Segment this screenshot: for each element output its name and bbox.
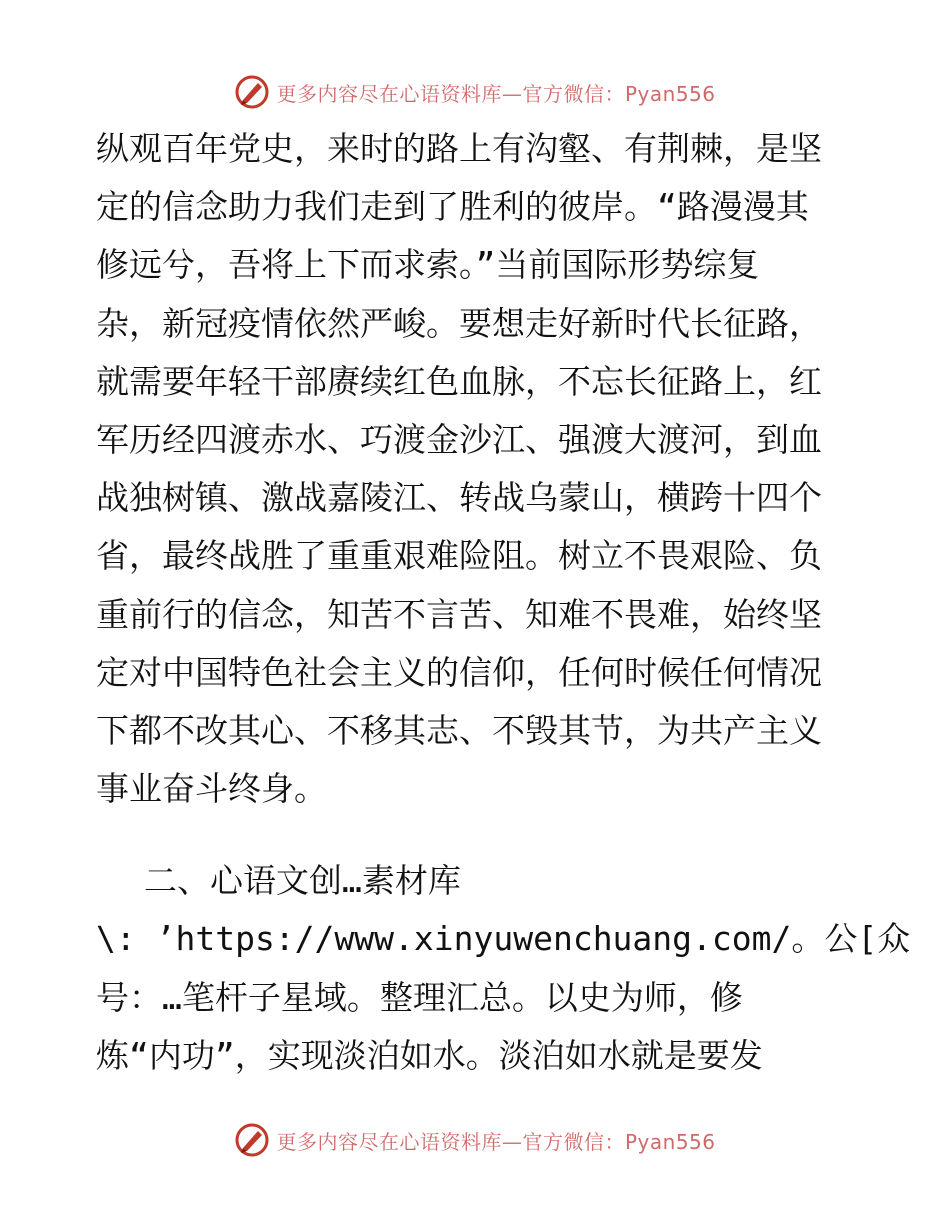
text-line: 下都不改其心、不移其志、不毁其节，为共产主义 (96, 710, 822, 750)
banner-main-text: 更多内容尽在心语资料库 (276, 1129, 502, 1154)
text-line: 省，最终战胜了重重艰难险阻。树立不畏艰险、负 (96, 536, 822, 576)
text-line: 修远兮，吾将上下而求索。”当前国际形势综复 (96, 245, 760, 285)
text-line: 重前行的信念，知苦不言苦、知难不畏难，始终坚 (96, 594, 822, 634)
text-line: 纵观百年党史，来时的路上有沟壑、有荆棘，是坚 (96, 129, 822, 168)
document-body (96, 120, 911, 1085)
text-line: 军历经四渡赤水、巧渡金沙江、强渡大渡河，到血 (96, 419, 822, 459)
text-line: 号：…笔杆子星域。整理汇总。以史为师，修 (96, 977, 743, 1017)
paragraph-gap (96, 818, 856, 852)
text-line: 炼“内功”，实现淡泊如水。淡泊如水就是要发 (96, 1035, 763, 1075)
banner-wechat-handle: Pyan556 (624, 81, 716, 106)
banner-text (276, 1126, 715, 1155)
text-line: 事业奋斗终身。 (96, 769, 327, 809)
text-line: \: ’https://www.xinyuwenchuang.com/。公[众 (96, 919, 911, 959)
text-line: 定的信念助力我们走到了胜利的彼岸。“路漫漫其 (96, 187, 809, 227)
pen-logo-icon (234, 1122, 270, 1158)
banner-wechat-label: 官方微信： (522, 81, 625, 106)
text-line: 杂，新冠疫情依然严峻。要想走好新时代长征路， (96, 303, 822, 343)
banner-text (276, 78, 715, 107)
pen-logo-icon (234, 74, 270, 110)
paragraph-1 (96, 120, 856, 818)
banner-main-text: 更多内容尽在心语资料库 (276, 81, 502, 106)
footer-watermark-banner (0, 1118, 950, 1162)
section-heading: 二、心语文创…素材库 (144, 861, 461, 901)
banner-wechat-handle: Pyan556 (624, 1129, 716, 1154)
banner-separator: — (501, 1129, 523, 1154)
header-watermark-banner (0, 70, 950, 114)
banner-separator: — (501, 81, 523, 106)
paragraph-2 (96, 910, 911, 1085)
text-line: 战独树镇、激战嘉陵江、转战乌蒙山，横跨十四个 (96, 478, 822, 518)
text-line: 定对中国特色社会主义的信仰，任何时候任何情况 (96, 652, 822, 692)
banner-wechat-label: 官方微信： (522, 1129, 625, 1154)
text-line: 就需要年轻干部赓续红色血脉，不忘长征路上，红 (96, 361, 822, 401)
